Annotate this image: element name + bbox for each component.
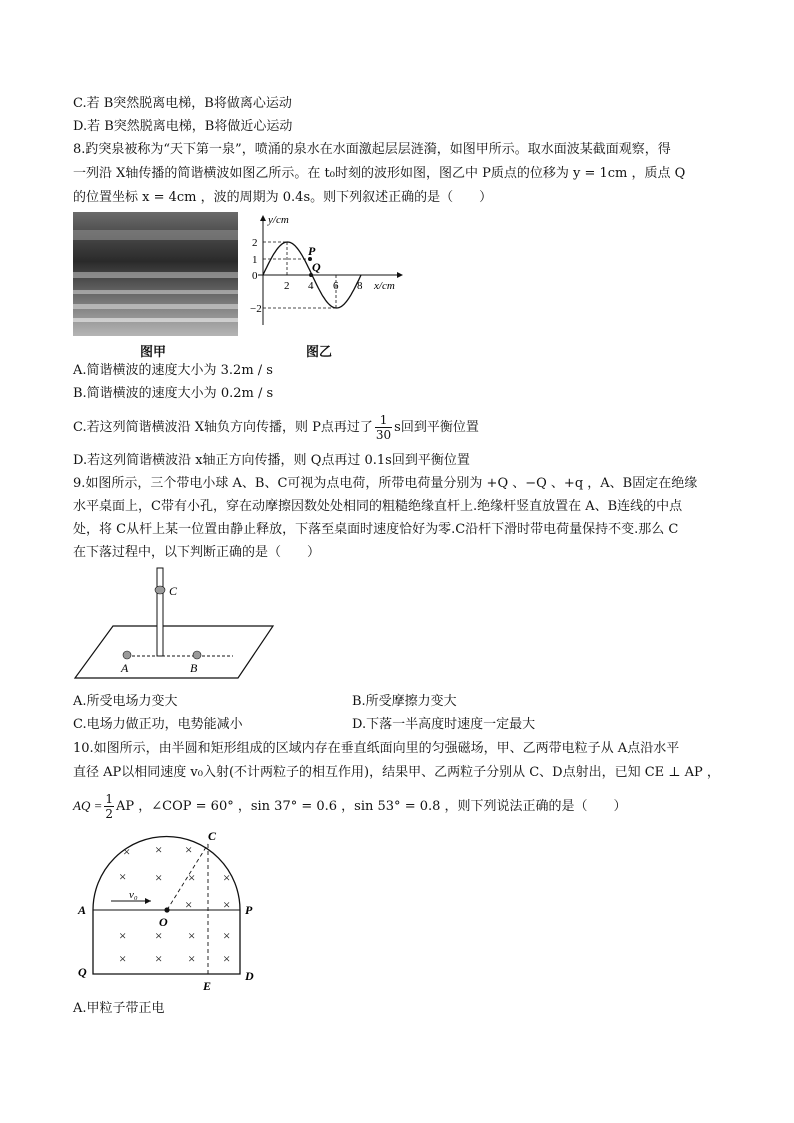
label-b: B bbox=[190, 661, 198, 675]
y-tick-0: 0 bbox=[252, 270, 258, 282]
q8-option-c-suffix: s回到平衡位置 bbox=[394, 420, 479, 435]
q8-stem-line1: 8.趵突泉被称为“天下第一泉”，喷涌的泉水在水面激起层层涟漪，如图甲所示。取水面波某截面观察，得 bbox=[73, 142, 671, 157]
label-q: Q bbox=[78, 965, 87, 979]
q8-option-c-fraction: $\frac{1}{30}$ bbox=[375, 413, 392, 442]
q7-option-c: C.若 B突然脱离电梯，B将做离心运动 bbox=[73, 96, 292, 111]
q8-option-c-text: C.若这列简谐横波沿 X轴负方向传播，则 P点再过了 bbox=[73, 420, 373, 435]
x-tick-4: 4 bbox=[308, 280, 314, 292]
label-p: P bbox=[308, 244, 316, 258]
x-tick-8: 8 bbox=[357, 280, 363, 292]
q9-stem-line1: 9.如图所示，三个带电小球 A、B、C可视为点电荷，所带电荷量分别为 +Q 、−Q 、+q ，A、B固定在绝缘 bbox=[73, 476, 698, 491]
label-o: O bbox=[159, 915, 168, 929]
field-cross-mark: × bbox=[188, 928, 196, 943]
center-o bbox=[164, 907, 169, 912]
label-c: C bbox=[208, 829, 217, 843]
y-axis-label: y/cm bbox=[268, 214, 289, 226]
q9-option-c: C.电场力做正功，电势能减小 bbox=[73, 717, 243, 732]
label-a: A bbox=[121, 661, 129, 675]
figure-jia-caption: 图甲 bbox=[140, 345, 167, 360]
y-tick-neg2: −2 bbox=[250, 303, 262, 315]
label-v0: v₀ bbox=[129, 889, 138, 901]
rod-diagram bbox=[73, 566, 278, 686]
q9-option-b: B.所受摩擦力变大 bbox=[352, 694, 457, 709]
field-cross-mark: × bbox=[185, 842, 193, 857]
q8-option-b: B.简谐横波的速度大小为 0.2m / s bbox=[73, 386, 274, 401]
field-cross-mark: × bbox=[223, 897, 231, 912]
q10-fraction: $\frac{1}{2}$ bbox=[105, 792, 113, 821]
field-cross-mark: × bbox=[123, 844, 131, 859]
q10-stem-line2: 直径 AP以相同速度 v₀入射(不计两粒子的相互作用)，结果甲、乙两粒子分别从 C、D点射出，已知 CE ⊥ AP ， bbox=[73, 765, 720, 780]
field-cross-mark: × bbox=[185, 897, 193, 912]
field-cross-mark: × bbox=[155, 951, 163, 966]
field-cross-mark: × bbox=[155, 928, 163, 943]
x-tick-6: 6 bbox=[333, 280, 339, 292]
field-cross-mark: × bbox=[188, 870, 196, 885]
q9-option-a: A.所受电场力变大 bbox=[73, 694, 178, 709]
figure-yi-caption: 图乙 bbox=[306, 345, 333, 360]
field-cross-mark: × bbox=[119, 951, 127, 966]
charge-a bbox=[123, 651, 131, 659]
q9-stem-line2: 水平桌面上，C带有小孔，穿在动摩擦因数处处相同的粗糙绝缘直杆上.绝缘杆竖直放置在 A、B连线的中点 bbox=[73, 499, 683, 514]
q10-stem-line3-rest: AP ，∠COP = 60° ，sin 37° = 0.6 ，sin 53° = 0.8 ，则下列说法正确的是（ ） bbox=[116, 799, 627, 814]
field-cross-mark: × bbox=[119, 869, 127, 884]
field-cross-mark: × bbox=[223, 951, 231, 966]
label-a: A bbox=[78, 903, 87, 917]
q8-option-c bbox=[73, 412, 479, 444]
label-e: E bbox=[203, 979, 212, 993]
x-tick-2: 2 bbox=[284, 280, 290, 292]
field-cross-mark: × bbox=[188, 951, 196, 966]
y-tick-2: 2 bbox=[252, 237, 258, 249]
q10-aq-expr: AQ = bbox=[73, 798, 103, 813]
q7-option-d: D.若 B突然脱离电梯，B将做近心运动 bbox=[73, 119, 293, 134]
field-cross-mark: × bbox=[155, 870, 163, 885]
magnetic-field-diagram bbox=[73, 826, 273, 996]
label-q: Q bbox=[312, 260, 321, 274]
charge-c bbox=[155, 586, 165, 594]
q8-option-a: A.简谐横波的速度大小为 3.2m / s bbox=[73, 363, 273, 378]
wave-graph bbox=[250, 210, 410, 340]
q8-stem-line3: 的位置坐标 x = 4cm ，波的周期为 0.4s。则下列叙述正确的是（ ） bbox=[73, 190, 493, 205]
q10-option-a: A.甲粒子带正电 bbox=[73, 1001, 165, 1016]
q9-option-d: D.下落一半高度时速度一定最大 bbox=[352, 717, 536, 732]
label-d: D bbox=[245, 969, 254, 983]
field-cross-mark: × bbox=[119, 928, 127, 943]
y-tick-1: 1 bbox=[252, 254, 258, 266]
field-cross-mark: × bbox=[223, 870, 231, 885]
x-axis-label: x/cm bbox=[374, 280, 395, 292]
q10-stem-line1: 10.如图所示，由半圆和矩形组成的区域内存在垂直纸面向里的匀强磁场，甲、乙两带电粒子从 A点沿水平 bbox=[73, 741, 680, 756]
charge-b bbox=[193, 651, 201, 659]
field-cross-mark: × bbox=[155, 842, 163, 857]
q8-stem-line2: 一列沿 X轴传播的简谐横波如图乙所示。在 t₀时刻的波形如图，图乙中 P质点的位移为 y = 1cm ，质点 Q bbox=[73, 166, 686, 181]
fountain-photo bbox=[73, 212, 238, 336]
q9-stem-line4: 在下落过程中，以下判断正确的是（ ） bbox=[73, 545, 321, 560]
q9-stem-line3: 处，将 C从杆上某一位置由静止释放，下落至桌面时速度恰好为零.C沿杆下滑时带电荷量保持不变.那么 C bbox=[73, 522, 679, 537]
q8-option-d: D.若这列简谐横波沿 x轴正方向传播，则 Q点再过 0.1s回到平衡位置 bbox=[73, 453, 470, 468]
label-p: P bbox=[245, 903, 253, 917]
field-cross-mark: × bbox=[223, 928, 231, 943]
label-c: C bbox=[169, 584, 178, 598]
q10-stem-line3 bbox=[73, 790, 627, 823]
